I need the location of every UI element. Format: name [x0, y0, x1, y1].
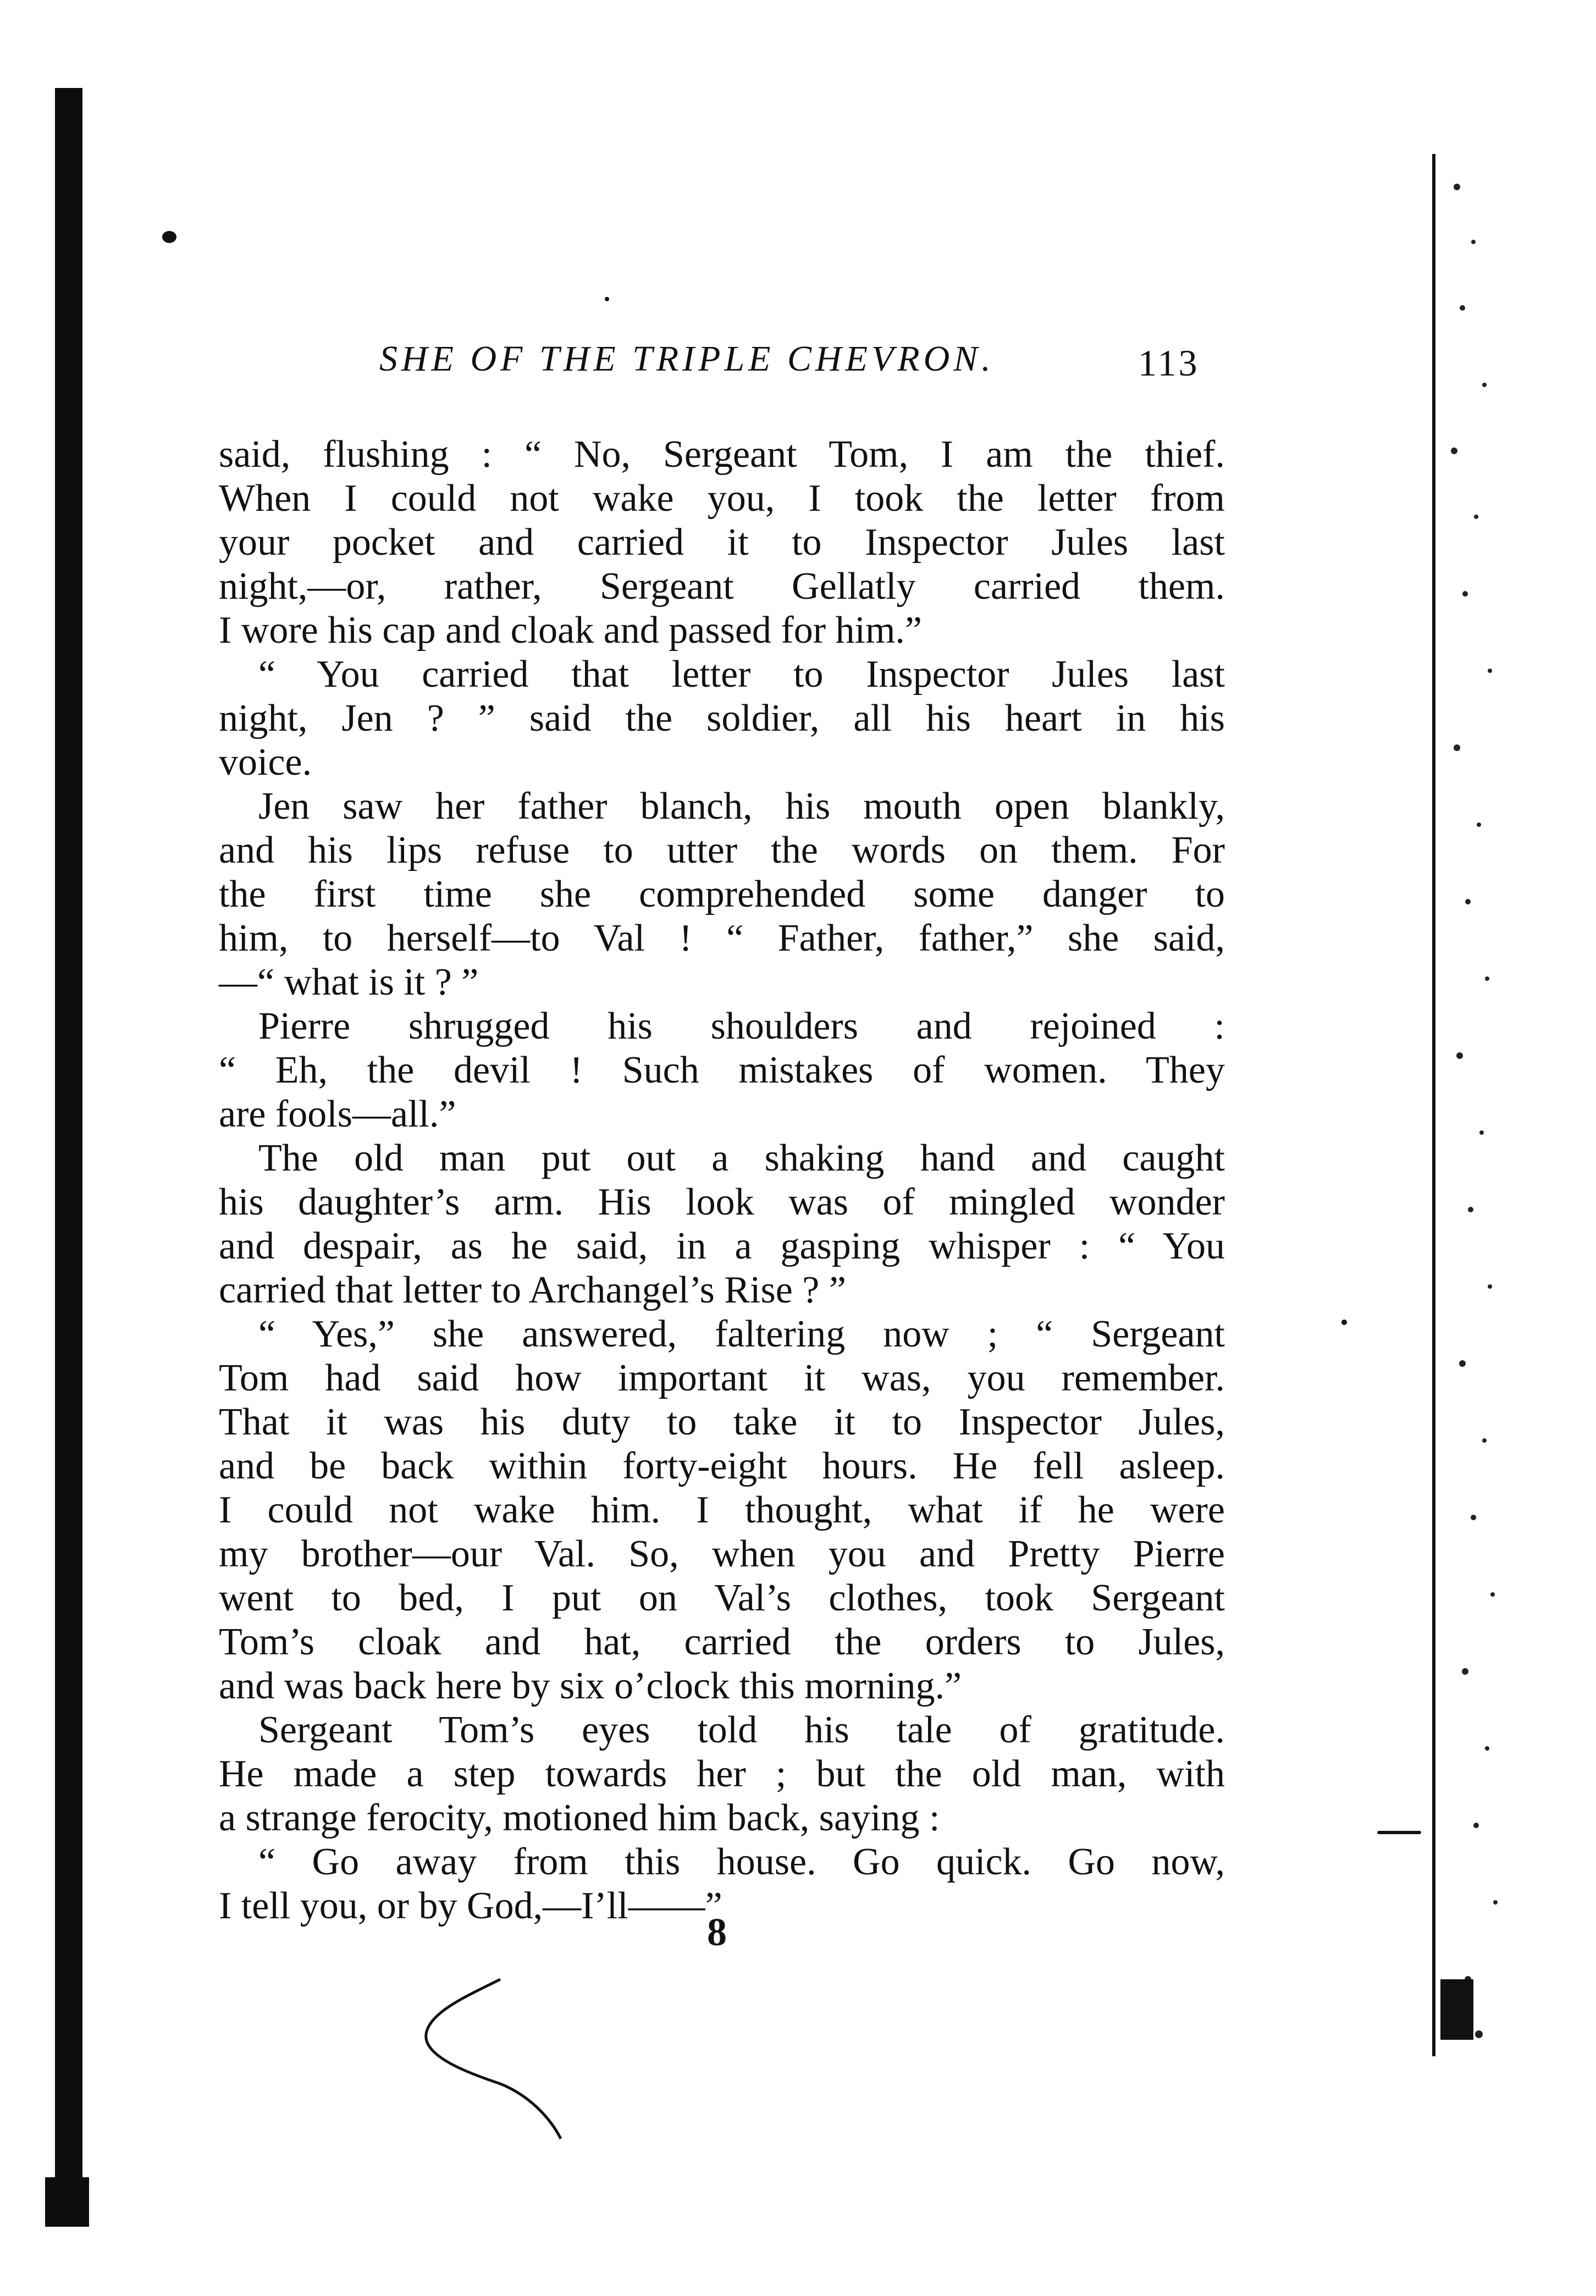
text-line: I wore his cap and cloak and passed for him.” — [219, 609, 923, 652]
text-line: and his lips refuse to utter the words on them. For — [219, 829, 1225, 871]
page-number: 113 — [1138, 342, 1200, 384]
text-line: him, to herself—to Val ! “ Father, father,” she said, — [219, 917, 1225, 959]
text-line: Tom’s cloak and hat, carried the orders to Jules, — [219, 1621, 1225, 1663]
text-line: night, Jen ? ” said the soldier, all his heart in his — [219, 697, 1225, 739]
running-head — [379, 338, 1237, 393]
text-line: said, flushing : “ No, Sergeant Tom, I am the thief. — [219, 433, 1225, 476]
text-line: your pocket and carried it to Inspector Jules last — [219, 521, 1225, 564]
text-line: carried that letter to Archangel’s Rise ? ” — [219, 1269, 846, 1311]
text-line: I could not wake him. I thought, what if he were — [219, 1489, 1225, 1531]
pen-stroke-mark — [418, 1974, 583, 2150]
text-line: his daughter’s arm. His look was of mingled wonder — [219, 1181, 1225, 1223]
text-line: and was back here by six o’clock this morning.” — [219, 1665, 962, 1707]
text-line: “ Go away from this house. Go quick. Go now, — [258, 1841, 1225, 1883]
text-line: —“ what is it ? ” — [219, 961, 479, 1003]
text-line: and despair, as he said, in a gasping whisper : “ You — [219, 1225, 1225, 1267]
text-line: the first time she comprehended some danger to — [219, 873, 1225, 915]
text-line: That it was his duty to take it to Inspector Jules, — [219, 1401, 1225, 1443]
ink-speck — [605, 297, 609, 301]
text-line: Sergeant Tom’s eyes told his tale of gratitude. — [258, 1709, 1225, 1751]
page-binding-edge — [55, 88, 82, 2227]
text-line: voice. — [219, 741, 312, 783]
text-line: I tell you, or by God,—I’ll——” — [219, 1885, 722, 1927]
body-text — [219, 433, 1225, 1928]
text-line: a strange ferocity, motioned him back, saying : — [219, 1797, 940, 1839]
text-line: are fools—all.” — [219, 1093, 456, 1135]
text-line: Pierre shrugged his shoulders and rejoined : — [258, 1005, 1225, 1047]
text-line: Tom had said how important it was, you remember. — [219, 1357, 1225, 1399]
text-line: The old man put out a shaking hand and caught — [258, 1137, 1225, 1179]
text-line: and be back within forty-eight hours. He fell asleep. — [219, 1445, 1225, 1487]
signature-mark: 8 — [707, 1910, 727, 1954]
text-line: “ Yes,” she answered, faltering now ; “ Sergeant — [258, 1313, 1225, 1355]
text-line: night,—or, rather, Sergeant Gellatly carried them. — [219, 565, 1225, 608]
ink-speck — [1341, 1320, 1347, 1325]
ink-speck — [162, 231, 176, 243]
page-binding-edge-foot — [45, 2177, 89, 2227]
ink-speck — [1377, 1831, 1421, 1834]
text-line: went to bed, I put on Val’s clothes, took Sergeant — [219, 1577, 1225, 1619]
text-line: “ You carried that letter to Inspector Jules last — [258, 653, 1225, 696]
page-right-edge — [1424, 99, 1596, 2199]
text-line: Jen saw her father blanch, his mouth open blankly, — [258, 785, 1225, 827]
text-line: “ Eh, the devil ! Such mistakes of women. They — [219, 1049, 1225, 1091]
text-line: He made a step towards her ; but the old man, with — [219, 1753, 1225, 1795]
text-line: my brother—our Val. So, when you and Pretty Pierre — [219, 1533, 1225, 1575]
text-line: When I could not wake you, I took the letter from — [219, 477, 1225, 520]
running-title: SHE OF THE TRIPLE CHEVRON. — [379, 339, 995, 379]
